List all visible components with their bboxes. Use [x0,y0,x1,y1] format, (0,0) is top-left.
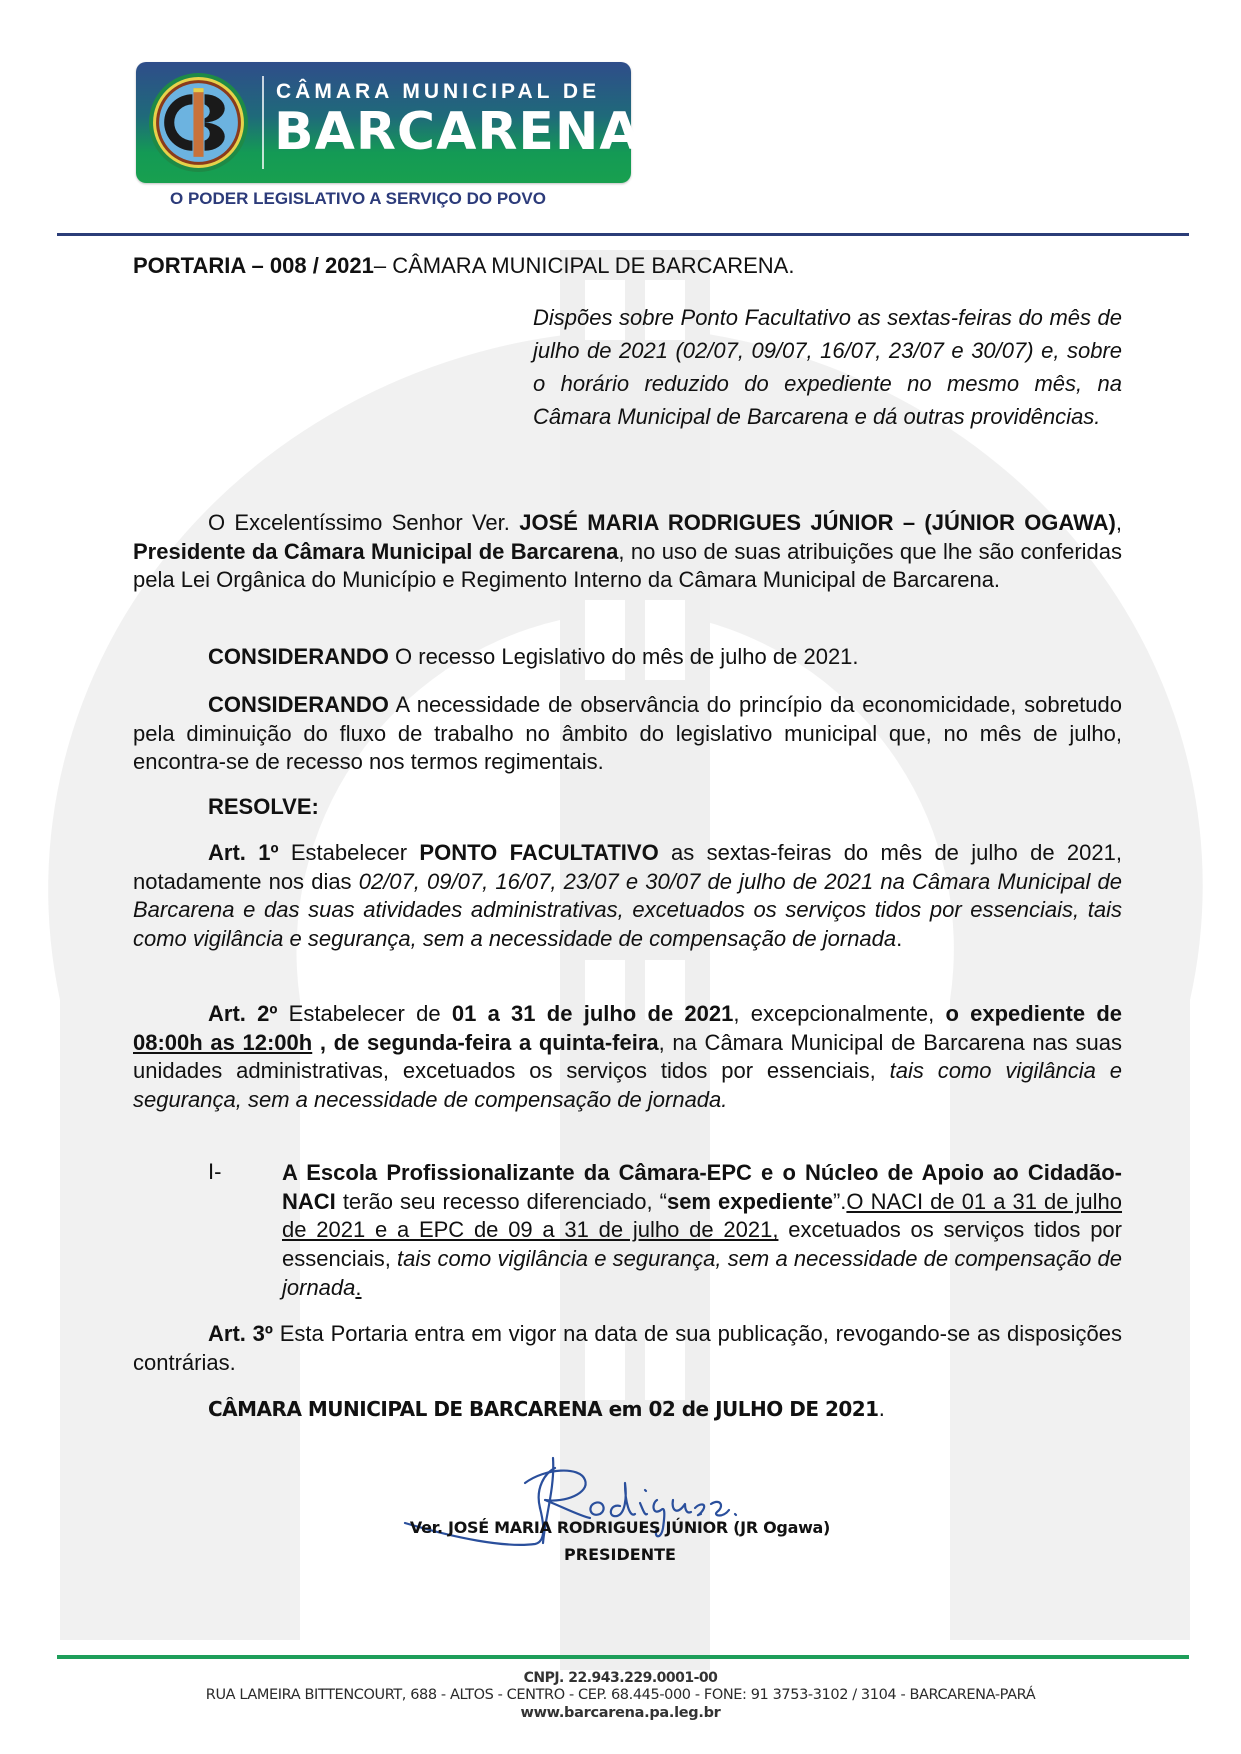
article-2 [133,1000,1122,1115]
signatory-role: PRESIDENTE [564,1545,676,1564]
article-3 [133,1320,1122,1377]
footer-cnpj: CNPJ. 22.943.229.0001-00 [523,1670,718,1686]
footer-divider [57,1655,1189,1659]
item-text: terão seu recesso diferenciado, “ [335,1188,667,1214]
ementa: Dispões sobre Ponto Facultativo as sextas-feiras do mês de julho de 2021 (02/07, 09/07, 16/07, 23/07 e 30/07) e, sobre o horário reduzido do expediente no mesmo mês, na Câmara Municipal de Barcarena e dá outras providências. [533,305,1122,429]
article-emphasis: o expediente de [945,1001,1123,1026]
considerando-label: CONSIDERANDO [208,692,389,717]
president-title: Presidente da Câmara Municipal de Barcarena [133,538,619,564]
item-text: ”. [832,1188,847,1214]
article-italic: tais como vigilância e segurança, sem a necessidade de compensação de jornada. [133,1058,1122,1113]
preamble-text: , [1115,510,1122,535]
closing-text: CÂMARA MUNICIPAL DE BARCARENA em 02 de JULHO DE 2021 [208,1397,879,1421]
considerando-1 [133,643,1122,672]
title-institution: – CÂMARA MUNICIPAL DE BARCARENA. [373,253,795,278]
item-emphasis: A Escola Profissionalizante da Câmara-EPC e o Núcleo de Apoio ao Cidadão-NACI [282,1160,1122,1214]
article-text: Estabelecer de [277,1001,452,1026]
article-1 [133,839,1122,954]
considerando-label: CONSIDERANDO [208,644,389,669]
resolve-label: RESOLVE: [208,794,319,819]
logo-title-line1: CÂMARA MUNICIPAL DE [276,80,601,103]
article-text: as sextas-feiras do mês de julho de 2021, notadamente nos dias [133,840,1122,894]
article-text: . [896,926,903,952]
logo-divider [262,76,264,169]
article-dates: 02/07, 09/07, 16/07, 23/07 e 30/07 de julho de 2021 na Câmara Municipal de Barcarena e das suas atividades administrativas, excetuados os serviços tidos por essenciais, tais como vigilância e segurança, sem a necessidade de compensação de jornada [133,868,1122,952]
article-text: Estabelecer [278,840,420,865]
signatory-name: Ver. JOSÉ MARIA RODRIGUES JÚNIOR (JR Ogawa) [409,1518,831,1537]
president-name: JOSÉ MARIA RODRIGUES JÚNIOR – (JÚNIOR OGAWA) [519,510,1116,535]
item-number: I- [208,1159,222,1184]
title-number: PORTARIA – 008 / 2021 [133,253,374,278]
item-1 [282,1159,1122,1303]
article-label: Art. 3º [208,1321,273,1346]
article-text: , na Câmara Municipal de Barcarena nas suas unidades administrativas, excetuados os serviços tidos por essenciais, [133,1029,1122,1084]
item-italic: tais como vigilância e segurança, sem a necessidade de compensação de jornada [282,1246,1122,1300]
article-label: Art. 1º [208,840,279,865]
closing-date [208,1397,884,1421]
article-period: 01 a 31 de julho de 2021 [451,1001,734,1026]
item-underlined: . [355,1274,362,1300]
footer-website[interactable]: www.barcarena.pa.leg.br [520,1705,721,1721]
considerando-2 [133,691,1122,777]
preamble-paragraph [133,509,1122,595]
header-logo [136,62,641,183]
handwritten-signature-icon [395,1448,755,1553]
header-divider [57,233,1189,236]
article-label: Art. 2º [208,1001,278,1026]
footer-address: RUA LAMEIRA BITTENCOURT, 688 - ALTOS - CENTRO - CEP. 68.445-000 - FONE: 91 3753-3102 / 3104 - BARCARENA-PARÁ [205,1687,1036,1703]
considerando-text: O recesso Legislativo do mês de julho de 2021. [388,644,859,669]
article-emphasis: PONTO FACULTATIVO [419,840,659,865]
document-title [133,253,794,279]
item-underlined: O NACI de 01 a 31 de julho de 2021 e a EPC de 09 a 31 de julho de 2021, [282,1188,1123,1243]
item-emphasis: sem expediente [666,1188,833,1214]
article-hours: 08:00h as 12:00h [133,1029,313,1055]
preamble-text: O Excelentíssimo Senhor Ver. [208,510,520,535]
considerando-text: A necessidade de observância do princípio da economicidade, sobretudo pela diminuição do fluxo de trabalho no âmbito do legislativo municipal que, no mês de julho, encontra-se de recesso nos termos regimentais. [133,692,1122,775]
article-emphasis: , de segunda-feira a quinta-feira [312,1029,659,1055]
closing-period: . [878,1397,885,1421]
preamble-text: , no uso de suas atribuições que lhe são conferidas pela Lei Orgânica do Município e Regimento Interno da Câmara Municipal de Barcarena. [133,538,1123,593]
camara-emblem-icon [148,72,249,173]
logo-tagline: O PODER LEGISLATIVO A SERVIÇO DO POVO [170,189,546,208]
article-text: Esta Portaria entra em vigor na data de sua publicação, revogando-se as disposições contrárias. [133,1321,1122,1375]
item-text: excetuados os serviços tidos por essenciais, [282,1217,1122,1272]
logo-title-line2: BARCARENA [274,102,641,162]
resolve-heading [133,793,1122,822]
article-text: , excepcionalmente, [733,1001,946,1026]
